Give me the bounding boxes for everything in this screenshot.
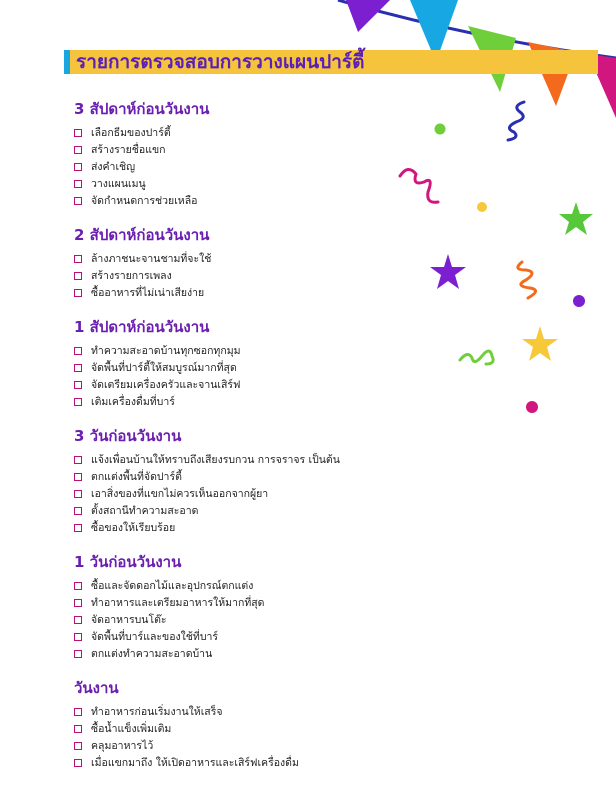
checkbox[interactable] <box>74 289 82 297</box>
checklist-item[interactable] <box>74 468 494 485</box>
checklist-item[interactable] <box>74 502 494 519</box>
item-label: แจ้งเพื่อนบ้านให้ทราบถึงเสียงรบกวน การจราจร เป็นต้น <box>91 454 340 466</box>
item-label: ส่งคำเชิญ <box>91 161 136 173</box>
checkbox[interactable] <box>74 347 82 355</box>
checkbox[interactable] <box>74 255 82 263</box>
checklist-item[interactable] <box>74 451 494 468</box>
section-3-weeks <box>74 98 494 209</box>
checklist-item[interactable] <box>74 192 494 209</box>
checklist-item[interactable] <box>74 342 494 359</box>
checklist-item[interactable] <box>74 175 494 192</box>
streamer-orange <box>518 262 536 298</box>
item-label: จัดพื้นที่ปาร์ตี้ให้สมบูรณ์มากที่สุด <box>91 362 237 374</box>
checkbox[interactable] <box>74 616 82 624</box>
checklist-item[interactable] <box>74 754 494 771</box>
checklist-item[interactable] <box>74 158 494 175</box>
checkbox[interactable] <box>74 146 82 154</box>
item-label: เอาสิ่งของที่แขกไม่ควรเห็นออกจากผู้ยา <box>91 488 269 500</box>
checklist-item[interactable] <box>74 645 494 662</box>
checklist-item[interactable] <box>74 284 494 301</box>
checklist-item[interactable] <box>74 737 494 754</box>
star-yellow-icon <box>522 326 558 361</box>
section-1-week <box>74 316 494 410</box>
item-label: คลุมอาหารไว้ <box>91 740 154 752</box>
checkbox[interactable] <box>74 708 82 716</box>
checkbox[interactable] <box>74 759 82 767</box>
item-label: ตกแต่งพื้นที่จัดปาร์ตี้ <box>91 471 182 483</box>
checklist-item[interactable] <box>74 359 494 376</box>
item-label: จัดเตรียมเครื่องครัวและจานเสิร์ฟ <box>91 379 241 391</box>
checkbox[interactable] <box>74 398 82 406</box>
item-label: เมื่อแขกมาถึง ให้เปิดอาหารและเสิร์ฟเครื่องดื่ม <box>91 757 299 769</box>
item-label: จัดพื้นที่บาร์และของใช้ที่บาร์ <box>91 631 219 643</box>
item-label: ตั้งสถานีทำความสะอาด <box>91 505 199 517</box>
section-heading: 3 วันก่อนวันงาน <box>74 427 182 445</box>
checkbox[interactable] <box>74 650 82 658</box>
section-event-day <box>74 677 494 771</box>
checklist <box>74 98 494 786</box>
item-label: ทำอาหารและเตรียมอาหารให้มากที่สุด <box>91 597 265 609</box>
checkbox[interactable] <box>74 507 82 515</box>
checklist-item[interactable] <box>74 720 494 737</box>
checkbox[interactable] <box>74 272 82 280</box>
checkbox[interactable] <box>74 364 82 372</box>
checkbox[interactable] <box>74 725 82 733</box>
section-2-weeks <box>74 224 494 301</box>
section-3-days <box>74 425 494 536</box>
checkbox[interactable] <box>74 490 82 498</box>
checklist-item[interactable] <box>74 124 494 141</box>
item-label: ล้างภาชนะจานชามที่จะใช้ <box>91 253 212 265</box>
checklist-item[interactable] <box>74 703 494 720</box>
checklist-item[interactable] <box>74 393 494 410</box>
checklist-item[interactable] <box>74 267 494 284</box>
checklist-item[interactable] <box>74 594 494 611</box>
checkbox[interactable] <box>74 129 82 137</box>
checklist-item[interactable] <box>74 519 494 536</box>
section-heading: 1 สัปดาห์ก่อนวันงาน <box>74 318 210 336</box>
section-1-day <box>74 551 494 662</box>
confetti-dot-purple <box>573 295 585 307</box>
section-heading: 2 สัปดาห์ก่อนวันงาน <box>74 226 210 244</box>
item-label: ซื้อของให้เรียบร้อย <box>91 522 176 534</box>
item-label: ตกแต่งทำความสะอาดบ้าน <box>91 648 213 660</box>
streamer-blue <box>508 102 524 140</box>
checkbox[interactable] <box>74 197 82 205</box>
checkbox[interactable] <box>74 582 82 590</box>
checkbox[interactable] <box>74 180 82 188</box>
item-label: ซื้ออาหารที่ไม่เน่าเสียง่าย <box>91 287 205 299</box>
title-accent <box>64 50 70 74</box>
checkbox[interactable] <box>74 381 82 389</box>
pennant-purple <box>346 0 390 32</box>
item-label: ทำอาหารก่อนเริ่มงานให้เสร็จ <box>91 706 223 718</box>
checklist-item[interactable] <box>74 141 494 158</box>
section-heading: วันงาน <box>74 679 119 697</box>
item-label: สร้างรายชื่อแขก <box>91 144 166 156</box>
checklist-item[interactable] <box>74 250 494 267</box>
checkbox[interactable] <box>74 742 82 750</box>
confetti-dot-pink <box>526 401 538 413</box>
item-label: จัดอาหารบนโต๊ะ <box>91 614 167 626</box>
item-label: สร้างรายการเพลง <box>91 270 172 282</box>
checkbox[interactable] <box>74 633 82 641</box>
section-heading: 3 สัปดาห์ก่อนวันงาน <box>74 100 210 118</box>
star-green-icon <box>559 202 593 235</box>
item-label: จัดกำหนดการช่วยเหลือ <box>91 195 198 207</box>
checkbox[interactable] <box>74 163 82 171</box>
checkbox[interactable] <box>74 524 82 532</box>
item-label: ทำความสะอาดบ้านทุกซอกทุกมุม <box>91 345 241 357</box>
checklist-item[interactable] <box>74 628 494 645</box>
item-label: ซื้อน้ำแข็งเพิ่มเติม <box>91 723 172 735</box>
item-label: ซื้อและจัดดอกไม้และอุปกรณ์ตกแต่ง <box>91 580 254 592</box>
checkbox[interactable] <box>74 456 82 464</box>
checklist-item[interactable] <box>74 485 494 502</box>
checklist-item[interactable] <box>74 577 494 594</box>
checklist-item[interactable] <box>74 376 494 393</box>
checkbox[interactable] <box>74 473 82 481</box>
checkbox[interactable] <box>74 599 82 607</box>
item-label: วางแผนเมนู <box>91 178 146 190</box>
item-label: เติมเครื่องดื่มที่บาร์ <box>91 396 175 408</box>
section-heading: 1 วันก่อนวันงาน <box>74 553 182 571</box>
page-title: รายการตรวจสอบการวางแผนปาร์ตี้ <box>76 51 365 73</box>
checklist-item[interactable] <box>74 611 494 628</box>
item-label: เลือกธีมของปาร์ตี้ <box>91 127 171 139</box>
